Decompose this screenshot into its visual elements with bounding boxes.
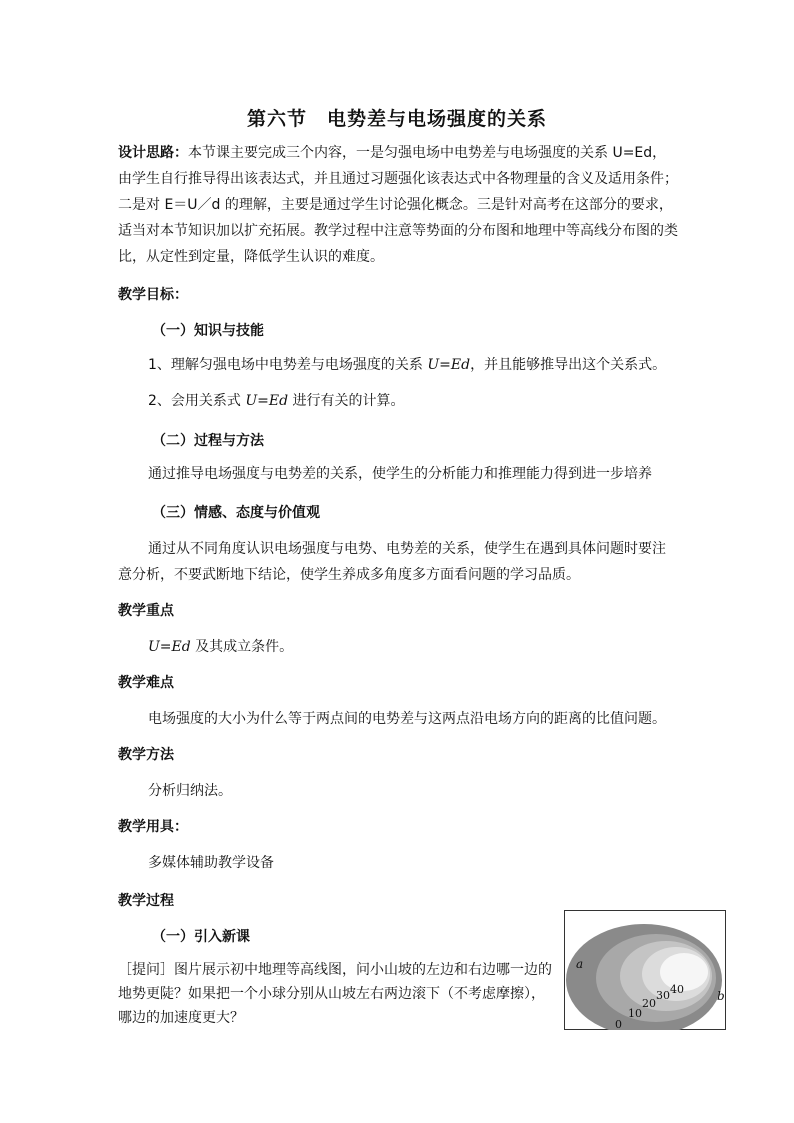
goal1-item1-text: 1、理解匀强电场中电势差与电场强度的关系 [148,357,428,373]
contour-map-figure [564,910,726,1030]
goal1-item2 [148,388,708,414]
method-text: 分析归纳法。 [148,783,232,799]
difficulty-text: 电场强度的大小为什么等于两点间的电势差与这两点沿电场方向的距离的比值问题。 [148,711,666,727]
goal1-item1-text-end: ，并且能够推导出这个关系式。 [470,357,667,373]
goal1-item2-text-end: 进行有关的计算。 [288,393,405,409]
goal1-item1 [148,352,708,378]
label-a: a [576,957,584,971]
formula-ued: U=Ed [427,357,471,373]
formula-ued: U=Ed [245,393,289,409]
design-label: 设计思路： [118,145,188,161]
contour-map-svg [564,910,726,1030]
formula-ued: U=Ed [148,639,191,655]
question-text: ［提问］图片展示初中地理等高线图，问小山坡的左边和右边哪一边的地势更陡？如果把一个小球分别从山坡左右两边滚下（不考虑摩擦），哪边的加速度更大？ [118,962,552,1026]
label-0: 0 [615,1018,622,1030]
method-heading: 教学方法 [118,747,174,763]
label-20: 20 [642,997,656,1010]
process-heading: 教学过程 [118,893,174,909]
tools-heading: 教学用具： [118,819,188,835]
goals-heading: 教学目标： [118,287,188,303]
design-text: 本节课主要完成三个内容，一是匀强电场中电势差与电场强度的关系 U=Ed，由学生自行推导得出该表达式，并且通过习题强化该表达式中各物理量的含义及适用条件；二是对 E＝U／d 的理解，主要是通过学生讨论强化概念。三是针对高考在这部分的要求，适当对本节知识加以扩充拓展。教学过程中注意等势面的分布图和地理中等高线分布图的类比，从定性到定量，降低学生认识的难度。 [118,145,678,265]
tools-text: 多媒体辅助教学设备 [148,855,274,871]
label-10: 10 [628,1007,642,1020]
label-30: 30 [656,989,670,1002]
contour-40 [660,953,708,991]
label-40: 40 [670,983,684,996]
process1-heading: （一）引入新课 [152,929,250,945]
key-heading: 教学重点 [118,603,174,619]
key-text-body: 及其成立条件。 [190,639,294,655]
label-b: b [717,989,725,1003]
goal1-heading: （一）知识与技能 [152,323,264,339]
goal1-item2-text: 2、会用关系式 [148,393,246,409]
goal3-text: 通过从不同角度认识电场强度与电势、电势差的关系，使学生在遇到具体问题时要注意分析，不要武断地下结论，使学生养成多角度多方面看问题的学习品质。 [118,541,666,583]
key-text [148,634,708,660]
goal2-heading: （二）过程与方法 [152,433,264,449]
page-title: 第六节 电势差与电场强度的关系 [246,108,547,130]
goal3-heading: （三）情感、态度与价值观 [152,505,320,521]
goal2-text: 通过推导电场强度与电势差的关系，使学生的分析能力和推理能力得到进一步培养 [148,466,652,482]
design-paragraph [118,140,678,270]
difficulty-heading: 教学难点 [118,675,174,691]
